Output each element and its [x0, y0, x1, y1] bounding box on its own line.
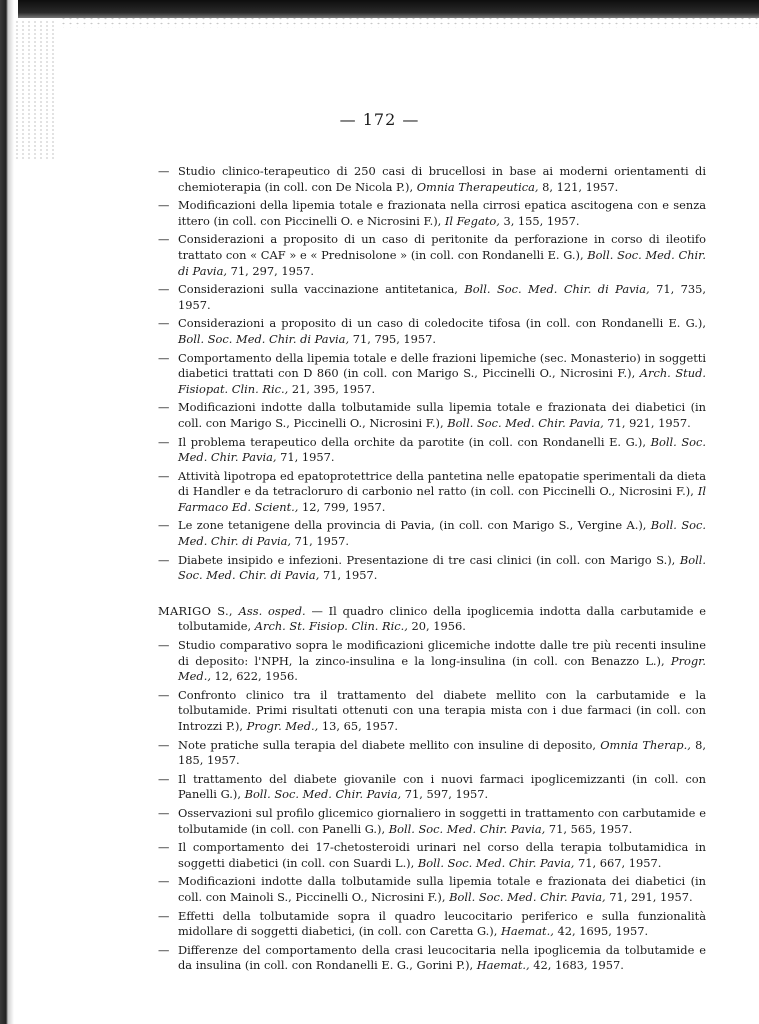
- entry-journal: Boll. Soc. Med. Chir. Pavia,: [388, 821, 546, 836]
- entry-text: Effetti della tolbutamide sopra il quadro leucocitario periferico e sulla funzionalità midollare di soggetti diabetici, (in coll. con Caretta G.),: [178, 908, 706, 939]
- entry-ref: 71, 1957.: [319, 568, 378, 583]
- entry-list-a: [158, 164, 706, 584]
- bibliography-entry: [158, 198, 706, 229]
- entry-journal: Progr. Med.,: [246, 719, 319, 733]
- entry-dash: —: [158, 232, 170, 247]
- entry-dash: —: [158, 282, 170, 297]
- entry-text: Confronto clinico tra il trattamento del diabete mellito con la carbutamide e la tolbutamide. Primi risultati ottenuti con una terapia mista con i due farmaci (in coll. con Introzzi P.),: [178, 687, 706, 733]
- bibliography-entry: [158, 840, 706, 871]
- entry-list-b: [158, 638, 706, 974]
- entry-dash: —: [158, 771, 170, 786]
- entry-dash: —: [158, 805, 170, 820]
- bibliography-entry: [158, 772, 706, 803]
- bibliography-entry: [158, 638, 706, 685]
- entry-journal: Boll. Soc. Med. Chir. di Pavia,: [178, 518, 707, 549]
- entry-text: Il trattamento del diabete giovanile con i nuovi farmaci ipoglicemizzanti (in coll. con Panelli G.),: [178, 771, 706, 802]
- entry-text: Note pratiche sulla terapia del diabete mellito con insuline di deposito,: [178, 737, 601, 752]
- entry-dash: —: [158, 840, 170, 855]
- page-number: — 172 —: [339, 110, 420, 129]
- entry-journal: Omnia Therap.,: [600, 737, 691, 752]
- entry-text: Differenze del comportamento della crasi leucocitaria nella ipoglicemia da tolbutamide e da insulina (in coll. con Rondanelli E. G., Gorini P.),: [178, 942, 706, 973]
- bibliography-entry: [158, 469, 706, 516]
- entry-ref: 71, 291, 1957.: [605, 889, 693, 904]
- bibliography-entry: [158, 874, 706, 905]
- entry-dash: —: [158, 518, 170, 533]
- scan-noise-left: [14, 20, 58, 160]
- entry-dash: —: [158, 468, 170, 483]
- bibliography-entry: [158, 316, 706, 347]
- entry-ref: 71, 921, 1957.: [603, 415, 691, 430]
- bibliography-entry: [158, 282, 706, 313]
- entry-journal: Boll. Soc. Med. Chir. Pavia,: [178, 434, 706, 465]
- entry-text: Il problema terapeutico della orchite da parotite (in coll. con Rondanelli E. G.),: [178, 434, 651, 449]
- entry-text: Considerazioni a proposito di un caso di peritonite da perforazione in corso di ileotifo trattato con « CAF » e « Prednisolone » (in coll. con Rondanelli E. G.),: [178, 232, 706, 262]
- entry-dash: —: [158, 434, 170, 449]
- entry-text: Modificazioni indotte dalla tolbutamide sulla lipemia totale e frazionata dei diabetici (in coll. con Mainoli S., Piccinelli O., Nicrosini F.),: [178, 874, 706, 904]
- entry-dash: —: [158, 638, 170, 653]
- entry-journal: Boll. Soc. Med. Chir. di Pavia,: [178, 552, 706, 583]
- entry-dash: —: [158, 737, 170, 752]
- entry-dash: —: [158, 350, 170, 365]
- bibliography: [158, 164, 706, 977]
- bibliography-entry: [158, 553, 706, 584]
- entry-ref: 71, 1957.: [276, 450, 335, 465]
- entry-text: Considerazioni a proposito di un caso di coledocite tifosa (in coll. con Rondanelli E. G.),: [178, 316, 706, 331]
- entry-ref: 8, 121, 1957.: [538, 179, 619, 194]
- entry-journal: Progr. Med.,: [178, 653, 706, 684]
- entry-ref: 71, 597, 1957.: [401, 787, 489, 802]
- entry-ref: 71, 795, 1957.: [349, 331, 437, 346]
- entry-dash: —: [158, 400, 170, 415]
- entry-ref: 71, 565, 1957.: [545, 821, 633, 836]
- entry-ref: 12, 622, 1956.: [210, 669, 298, 684]
- entry-dash: —: [158, 164, 170, 178]
- entry-ref: 13, 65, 1957.: [318, 719, 398, 733]
- entry-dash: —: [158, 908, 170, 923]
- bibliography-entry: [158, 518, 706, 549]
- bibliography-entry: [158, 688, 706, 735]
- entry-ref: 12, 799, 1957.: [298, 499, 386, 514]
- entry-journal: Boll. Soc. Med. Chir. Pavia,: [244, 787, 402, 802]
- bibliography-entry: [158, 909, 706, 940]
- bibliography-entry: [158, 435, 706, 466]
- author-name: MARIGO S.,: [158, 603, 233, 618]
- entry-dash: —: [158, 874, 170, 889]
- bibliography-entry: [158, 232, 706, 279]
- bibliography-entry: [158, 738, 706, 769]
- bibliography-entry: [158, 351, 706, 398]
- author-separator: —: [305, 603, 329, 618]
- bibliography-entry: [158, 806, 706, 837]
- scan-noise-top: [60, 16, 759, 28]
- entry-journal: Boll. Soc. Med. Chir. Pavia,: [417, 855, 575, 870]
- entry-journal: Boll. Soc. Med. Chir. di Pavia,: [464, 282, 650, 297]
- entry-text: Osservazioni sul profilo glicemico giornaliero in soggetti in trattamento con carbutamide e tolbutamide (in coll. con Panelli G.),: [178, 805, 706, 836]
- entry-ref: 71, 667, 1957.: [574, 855, 662, 870]
- entry-ref: 71, 1957.: [291, 534, 350, 549]
- entry-dash: —: [158, 552, 170, 567]
- entry-text: Diabete insipido e infezioni. Presentazione di tre casi clinici (in coll. con Marigo S.),: [178, 552, 680, 567]
- entry-ref: 71, 297, 1957.: [227, 263, 314, 278]
- bibliography-entry: [158, 164, 706, 195]
- entry-journal: Boll. Soc. Med. Chir. di Pavia,: [178, 247, 706, 278]
- entry-text: Le zone tetanigene della provincia di Pavia, (in coll. con Marigo S., Vergine A.),: [178, 518, 651, 533]
- entry-journal: Haemat.,: [500, 924, 554, 939]
- entry-text: Considerazioni sulla vaccinazione antitetanica,: [178, 282, 465, 297]
- entry-ref: 42, 1683, 1957.: [529, 958, 624, 973]
- entry-dash: —: [158, 942, 170, 957]
- entry-ref: 8, 185, 1957.: [178, 737, 706, 768]
- author-entry: [158, 604, 706, 635]
- entry-journal: Il Farmaco Ed. Scient.,: [178, 484, 706, 514]
- entry-ref: 71, 735, 1957.: [178, 282, 707, 312]
- entry-dash: —: [158, 687, 170, 702]
- entry-journal: Arch. St. Fisiop. Clin. Ric.,: [254, 619, 408, 634]
- entry-text: Comportamento della lipemia totale e delle frazioni lipemiche (sec. Monasterio) in soggetti diabetici trattati con D 860 (in coll. con Marigo S., Piccinelli O., Nicrosini F.),: [178, 350, 706, 381]
- bibliography-entry: [158, 943, 706, 974]
- entry-text: Attività lipotropa ed epatoprotettrice della pantetina nelle epatopatie sperimentali da dieta di Handler e da tetracloruro di carbonio nel ratto (in coll. con Piccinelli O., Nicrosini F.),: [178, 468, 706, 499]
- entry-ref: 42, 1695, 1957.: [553, 924, 649, 939]
- entry-text: Modificazioni indotte dalla tolbutamide sulla lipemia totale e frazionata dei diabetici (in coll. con Marigo S., Piccinelli O., Nicrosini F.),: [178, 400, 706, 430]
- entry-text: Studio comparativo sopra le modificazioni glicemiche indotte dalle tre più recenti insuline di deposito: l'NPH, la zinco-insulina e la long-insulina (in coll. con Benazzo L.),: [178, 638, 706, 668]
- entry-journal: Il Fegato,: [444, 213, 500, 228]
- entry-journal: Haemat.,: [476, 958, 530, 973]
- bibliography-entry: [158, 400, 706, 431]
- entry-text: Il comportamento dei 17-chetosteroidi urinari nel corso della terapia tolbutamidica in soggetti diabetici (in coll. con Suardi L.),: [178, 840, 706, 870]
- entry-journal: Arch. Stud. Fisiopat. Clin. Ric.,: [178, 366, 706, 396]
- entry-ref: 21, 395, 1957.: [288, 381, 376, 396]
- entry-dash: —: [158, 198, 170, 213]
- entry-journal: Omnia Therapeutica,: [416, 179, 539, 194]
- entry-dash: —: [158, 316, 170, 331]
- entry-journal: Boll. Soc. Med. Chir. di Pavia,: [178, 331, 350, 346]
- entry-text: Il quadro clinico della ipoglicemia indotta dalla carbutamide e tolbutamide,: [178, 603, 706, 634]
- entry-journal: Boll. Soc. Med. Chir. Pavia,: [449, 889, 606, 904]
- entry-ref: 20, 1956.: [407, 619, 466, 634]
- entry-text: Modificazioni della lipemia totale e frazionata nella cirrosi epatica ascitogena con e senza ittero (in coll. con Piccinelli O. e Nicrosini F.),: [178, 198, 706, 228]
- entry-journal: Boll. Soc. Med. Chir. Pavia,: [447, 415, 604, 430]
- entry-ref: 3, 155, 1957.: [499, 213, 580, 228]
- author-role: Ass. osped.: [238, 603, 306, 618]
- entry-text: Studio clinico-terapeutico di 250 casi di brucellosi in base ai moderni orientamenti di chemioterapia (in coll. con De Nicola P.),: [178, 164, 706, 194]
